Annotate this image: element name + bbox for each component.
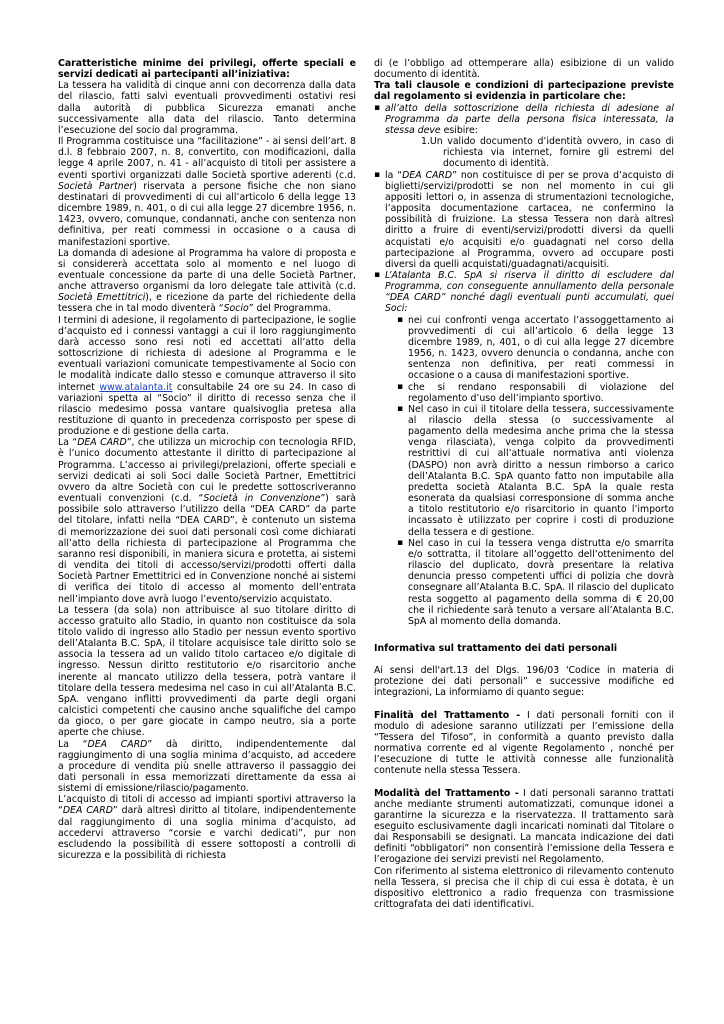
paragraph-dea-card: La “DEA CARD”, che utilizza un microchip con tecnologia RFID, è l’unico documento attestante il diritto di partecipazione al Programma. L’accesso ai privilegi/prelazioni, offerte speciali e servizi dedicati ai soli Soci dalle Società Partner, Emettitrici ovvero da altre Società con cui le predette sottoscriveranno eventuali convenzioni (c.d. “Società in Convenzione”) sarà possibile solo attraverso l’utilizzo della “DEA CARD” da parte del titolare, infatti nella “DEA CARD”, è contenuto un sistema di memorizzazione dei suoi dati personali così come dichiarati all’atto della richiesta di partecipazione al Programma che saranno resi disponibili, in maniera sicura e protetta, ai sistemi di vendita dei titoli di accesso/servizi/prodotti offerti dalla Società Partner Emettitrici ed in Convenzione nonché ai sistemi di verifica dei titolo di accesso al momento dell’entrata nell’impianto dove avrà luogo l’evento/servizio acquistato. — [58, 437, 356, 605]
numbered-item: 1.Un valido documento d’identità ovvero, in caso di richiesta via internet, fornire gli estremi del documento di identità. — [421, 136, 674, 170]
list-item: ▪ la “DEA CARD” non costituisce di per se prova d’acquisto di biglietti/servizi/prodotti se non nel momento in cui gli appositi lettori o, in assenza di strumentazioni tecnologiche, l’apposita documentazione cartacea, ne confermino la possibilità di fruizione. La stessa Tessera non darà altresì diritto a fruire di eventi/servizi/prodotti diversi da quelli acquistati e/o acquisiti e/o guadagnati nel corso della partecipazione al Programma, ovvero ad occupare posti diversi da quelli acquistati/guadagnati/acquisiti. — [374, 170, 674, 270]
paragraph-procedure-vendita: La “DEA CARD” dà diritto, indipendentemente dal raggiungimento di una soglia minima d’acquisto, ad accedere a procedure di vendita più snelle attraverso il passaggio dei dati personali in essa memorizzati direttamente da essa ai sistemi di emissione/rilascio/pagamento. — [58, 738, 356, 795]
privacy-chip-note: Con riferimento al sistema elettronico di rilevamento contenuto nella Tessera, si precisa che il chip di cui essa è dotata, è un dispositivo elettronico a radio frequenza con trasmissione crittografata dei dati identificativi. — [374, 865, 674, 911]
list-item: ▪ all’atto della sottoscrizione della richiesta di adesione al Programma da parte della persona fisica interessata, la stessa deve esibire: 1.Un valido documento d’identità ovvero, in caso di richiesta via internet, fornire gli estremi del documento di identità. — [374, 103, 674, 170]
exclusion-sublist — [397, 315, 674, 627]
paragraph-acquisto-titoli: L’acquisto di titoli di accesso ad impianti sportivi attraverso la “DEA CARD” darà altresì diritto al titolare, indipendentemente dal raggiungimento di una soglia minima d’acquisto, ad accedervi attraverso “corsie e varchi dedicati”, pur non escludendo la possibilità di essere sottoposti a controlli di sicurezza e la possibilità di richiesta — [58, 794, 356, 862]
clauses-list — [374, 103, 674, 627]
continuation-text: di (e l’obbligo ad ottemperare alla) esibizione di un valido documento di identità. — [374, 58, 674, 81]
paragraph-domanda: La domanda di adesione al Programma ha valore di proposta e si considererà accettata solo al momento e nel luogo di eventuale concessione da parte di una delle Società Partner, anche attraverso organismi da loro delegate tale attività (c.d. Società Emettitrici), e ricezione da parte del richiedente della tessera che in tal modo diventerà “Socio” del Programma. — [58, 247, 356, 315]
right-column — [374, 58, 674, 910]
website-link[interactable]: www.atalanta.it — [99, 381, 173, 393]
privacy-intro: Ai sensi dell'art.13 del Dlgs. 196/03 'Codice in materia di protezione dei dati personali” e successive modifiche ed integrazioni, La informiamo di quanto segue: — [374, 665, 674, 699]
list-item: ▪ che si rendano responsabili di violazione del regolamento d’uso dell’impianto sportivo. — [397, 382, 674, 404]
privacy-purpose: Finalità del Trattamento - I dati personali forniti con il modulo di adesione saranno utilizzati per l’emissione della “Tessera del Tifoso”, in conformità a quanto previsto dalla normativa corrente ed al vigente Regolamento , nonché per l’esecuzione di tutte le attività connesse alle funzionalità contenute nella stessa Tessera. — [374, 709, 674, 777]
list-item: ▪ Nel caso in cui il titolare della tessera, successivamente al rilascio della stessa (o successivamente al pagamento della medesima anche prima che la stessa venga rilasciata), venga colpito da provvedimenti restrittivi di cui all’attuale normativa anti violenza (DASPO) non avrà diritto a nessun rimborso a carico dell’Atalanta B.C. SpA quanto fatto non imputabile alla predetta società Atalanta B.C. SpA la quale resta esonerata da qualsiasi corresponsione di somma anche a titolo restitutorio e/o risarcitorio in quanto l’importo incassato è utilizzato per coprire i costi di produzione della tessera e di gestione. — [397, 404, 674, 538]
list-item: ▪ L’Atalanta B.C. SpA si riserva il diritto di escludere dal Programma, con conseguente annullamento della personale “DEA CARD” nonché dagli eventuali punti accumulati, quei Soci: ▪ nei cui confronti venga accertato l’assoggettamento ai provvedimenti di cui all’articolo 6 della legge 13 dicembre 1989, n, 401, o di cui alla legge 27 dicembre 1956, n. 1423, ovvero denuncia o condanna, anche con sentenza non definitiva, per reati commessi in occasione o a causa di manifestazioni sportive. ▪ che si rendano responsabili di violazione del regolamento d’uso dell’impianto sportivo. ▪ Nel caso in cui il titolare della tessera, successivamente al rilascio della stessa (o successivamente al pagamento della medesima anche prima che la stessa venga rilasciata), venga colpito da provvedimenti restrittivi di cui all’attuale normativa anti violenza (DASPO) non avrà diritto a nessun rimborso a carico dell’Atalanta B.C. SpA quanto fatto non imputabile alla predetta società Atalanta B.C. SpA la quale resta esonerata da qualsiasi corresponsione di somma anche a titolo restitutorio e/o risarcitorio in quanto l’importo incassato è utilizzato per coprire i costi di produzione della tessera e di gestione. ▪ Nel caso in cui la tessera venga distrutta e/o smarrita e/o sottratta, il titolare all’oggetto dell’ottenimento del rilascio del duplicato, dovrà presentare la relativa denuncia presso competenti uffici di polizia che dovrà consegnare all’Atalanta B.C. SpA. Il rilascio del duplicato resta soggetto al pagamento della somma di € 20,00 che il richiedente sarà tenuto a versare all’Atalanta B.C. SpA al momento della domanda. — [374, 270, 674, 627]
paragraph-programma: Il Programma costituisce una “facilitazione” - ai sensi dell’art. 8 d.l. 8 febbraio 2007, n. 8, convertito, con modificazioni, dalla legge 4 aprile 2007, n. 41 - all’acquisto di titoli per assistere a eventi sportivi organizzati dalle Società sportive aderenti (c.d. Società Partner) riservata a persone fisiche che non siano destinatari di provvedimenti di cui all’articolo 6 della legge 13 dicembre 1989, n. 401, o di cui alla legge 27 dicembre 1956, n. 1423, ovvero, comunque, condannati, anche con sentenza non definitiva, per reati commessi in occasione o a causa di manifestazioni sportive. — [58, 136, 356, 248]
paragraph-termini: I termini di adesione, il regolamento di partecipazione, le soglie d’acquisto ed i connessi vantaggi a cui il loro raggiungimento darà accesso sono resi noti ed accettati all’atto della sottoscrizione di richiesta di adesione al Programma e le eventuali variazioni comunicate tempestivamente al Socio con le modalità indicate dallo stesso e comunque attraverso il sito internet www.atalanta.it consultabile 24 ore su 24. In caso di variazioni spetta al “Socio” il diritto di recesso senza che il rilascio medesimo possa vantare qualsivoglia pretesa alla restituzione di quanto in precedenza corrisposto per spese di produzione e di gestione della carta. — [58, 314, 356, 438]
list-item: ▪ nei cui confronti venga accertato l’assoggettamento ai provvedimenti di cui all’articolo 6 della legge 13 dicembre 1989, n, 401, o di cui alla legge 27 dicembre 1956, n. 1423, ovvero denuncia o condanna, anche con sentenza non definitiva, per reati commessi in occasione o a causa di manifestazioni sportive. — [397, 315, 674, 382]
left-column — [58, 58, 356, 861]
section-heading: Caratteristiche minime dei privilegi, offerte speciali e servizi dedicati ai partecipanti all’iniziativa: — [58, 58, 356, 81]
privacy-heading: Informativa sul trattamento dei dati personali — [374, 642, 618, 654]
list-item: ▪ Nel caso in cui la tessera venga distrutta e/o smarrita e/o sottratta, il titolare all’oggetto dell’ottenimento del rilascio del duplicato, dovrà presentare la relativa denuncia presso competenti uffici di polizia che dovrà consegnare all’Atalanta B.C. SpA. Il rilascio del duplicato resta soggetto al pagamento della somma di € 20,00 che il richiedente sarà tenuto a versare all’Atalanta B.C. SpA al momento della domanda. — [397, 538, 674, 627]
clauses-heading: Tra tali clausole e condizioni di partecipazione previste dal regolamento si evidenzia in particolare che: — [374, 80, 674, 103]
paragraph-validity: La tessera ha validità di cinque anni con decorrenza dalla data del rilascio, fatti salvi eventuali provvedimenti ostativi resi dalla autorità di pubblica Sicurezza emanati anche successivamente alla data del rilascio. Tanto determina l’esecuzione del socio dal programma. — [58, 80, 356, 136]
privacy-methods: Modalità del Trattamento - I dati personali saranno trattati anche mediante strumenti automatizzati, comunque idonei a garantirne la sicurezza e la riservatezza. Il trattamento sarà eseguito esclusivamente dagli incaricati nominati dal Titolare o dai Responsabili se designati. La mancata indicazione dei dati definiti “obbligatori” non consentirà l’emissione della Tessera e l’erogazione dei servizi previsti nel Regolamento. — [374, 787, 674, 866]
paragraph-tessera-sola: La tessera (da sola) non attribuisce al suo titolare diritto di accesso gratuito allo Stadio, in quanto non costituisce da sola titolo valido di ingresso allo Stadio per nessun evento sportivo dell’Atalanta B.C. SpA, il titolare acquisisce tale diritto solo se associa la tessera ad un valido titolo cartaceo e/o digitale di ingresso. Nessun diritto restitutorio e/o risarcitorio anche inerente al mancato utilizzo della tessera, potrà vantare il titolare della tessera medesima nel caso in cui all’Atalanta B.C. SpA. vengano inflitti provvedimenti da parte degli organi calcistici competenti che causino anche squalifiche del campo da gioco, o per gare giocate in campo neutro, sia a porte aperte che chiuse. — [58, 604, 356, 739]
